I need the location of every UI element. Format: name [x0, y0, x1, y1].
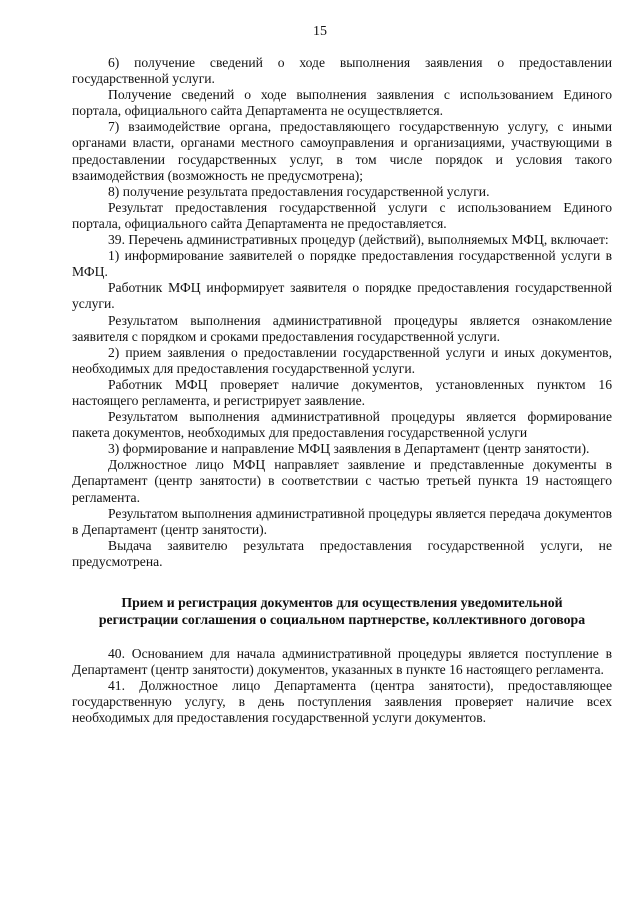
page-body: [72, 55, 612, 726]
paragraph: 40. Основанием для начала административной процедуры является поступление в Департамент (центр занятости) документов, указанных в пункте 16 настоящего регламента.: [72, 646, 612, 678]
paragraph: 1) информирование заявителей о порядке предоставления государственной услуги в МФЦ.: [72, 248, 612, 280]
page-number: 15: [313, 24, 327, 39]
paragraph: Выдача заявителю результата предоставления государственной услуги, не предусмотрена.: [72, 537, 612, 569]
paragraph: 8) получение результата предоставления государственной услуги.: [108, 183, 490, 199]
paragraph: 2) прием заявления о предоставлении государственной услуги и иных документов, необходимых для предоставления государственной услуги.: [72, 344, 612, 376]
paragraph: Результатом выполнения административной процедуры является ознакомление заявителя с порядком и сроками предоставления государственной услуги.: [72, 312, 612, 344]
paragraph: 3) формирование и направление МФЦ заявления в Департамент (центр занятости).: [108, 441, 590, 457]
paragraph: 6) получение сведений о ходе выполнения заявления о предоставлении государственной услуги.: [72, 55, 612, 87]
paragraph: Должностное лицо МФЦ направляет заявление и представленные документы в Департамент (центр занятости) в соответствии с частью третьей пункта 19 настоящего регламента.: [72, 457, 612, 505]
paragraph: Результатом выполнения административной процедуры является передача документов в Департамент (центр занятости).: [72, 505, 612, 537]
paragraph: 41. Должностное лицо Департамента (центра занятости), предоставляющее государственную услугу, в день поступления заявления проверяет наличие всех необходимых для предоставления государственной услуги документов.: [72, 678, 612, 726]
paragraph: Работник МФЦ проверяет наличие документов, установленных пунктом 16 настоящего регламента, и регистрирует заявление.: [72, 376, 612, 408]
paragraph: 39. Перечень административных процедур (действий), выполняемых МФЦ, включает:: [108, 232, 609, 248]
paragraph: Получение сведений о ходе выполнения заявления с использованием Единого портала, официального сайта Департамента не осуществляется.: [72, 87, 612, 119]
paragraph: Результатом выполнения административной процедуры является формирование пакета документов, необходимых для предоставления государственной услуги: [72, 409, 612, 441]
paragraph: 7) взаимодействие органа, предоставляющего государственную услугу, с иными органами власти, органами местного самоуправления и организациями, участвующими в предоставлении государственных услуг, в том числе порядок и условия такого взаимодействия (возможность не предусмотрена);: [72, 119, 612, 183]
paragraph: Работник МФЦ информирует заявителя о порядке предоставления государственной услуги.: [72, 280, 612, 312]
paragraph: Результат предоставления государственной услуги с использованием Единого портала, официального сайта Департамента не предоставляется.: [72, 199, 612, 231]
section-heading: Прием и регистрация документов для осуществления уведомительной регистрации соглашения о социальном партнерстве, коллективного договора: [98, 595, 586, 627]
